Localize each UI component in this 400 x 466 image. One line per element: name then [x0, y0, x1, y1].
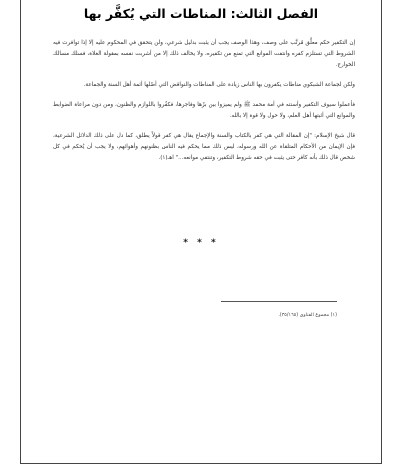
body-text	[53, 38, 355, 173]
document-page	[20, 0, 382, 464]
section-separator: * * *	[183, 238, 219, 248]
paragraph: قال شيخ الإسلام: "إن المقالة التي هي كفر بالكتاب والسنة والإجماع يقال هي كفر قولاً يطلق، كما دل على ذلك الدلائل الشرعية، فإن الإيمان من الأحكام المتلقاة عن الله ورسوله، ليس ذلك مما يحكم فيه الناس بظنونهم وأهوائهم، ولا يجب أن يُحكم في كل شخص قال ذلك بأنه كافر حتى يثبت في حقه شروط التكفير، وتنتفي موانعه..." اهـ(١).	[53, 133, 355, 161]
paragraph: ولكن لجماعة الشبكوي مناطات يكفرون بها الناس زيادة على المناطات والنواقض التي أصّلها أئمة أهل السنة والجماعة.	[83, 82, 355, 88]
footnote-divider	[221, 301, 337, 302]
chapter-title: الفصل الثالث: المناطات التي يُكفَّر بها	[83, 6, 319, 21]
paragraph: فأعملوا سيوف التكفير وأسنته في أمة محمد ﷺ ولم يميزوا بين برّها وفاجرها، فكفّروا باللوازم والظنون، ومن دون مراعاة الضوابط والموانع التي أثبتها أهل العلم، ولا حول ولا قوة إلا بالله.	[53, 102, 355, 119]
footnote: (١) مجموع الفتاوى (٣٥/١٦٥).	[278, 313, 337, 318]
paragraph: إن التكفير حكم معلَّق مُرتَّب على وصف، وهذا الوصف يجب أن يثبت بدليل شرعي، ولن يتحقق في المحكوم عليه إلا إذا توافرت فيه الشروط التي تستلزم كفره وانتفت الموانع التي تمنع من تكفيره، ولا يخالف ذلك إلا من أشربت نفسه بمقولة الغلاة، فسلك مسالك الخوارج.	[53, 40, 355, 68]
